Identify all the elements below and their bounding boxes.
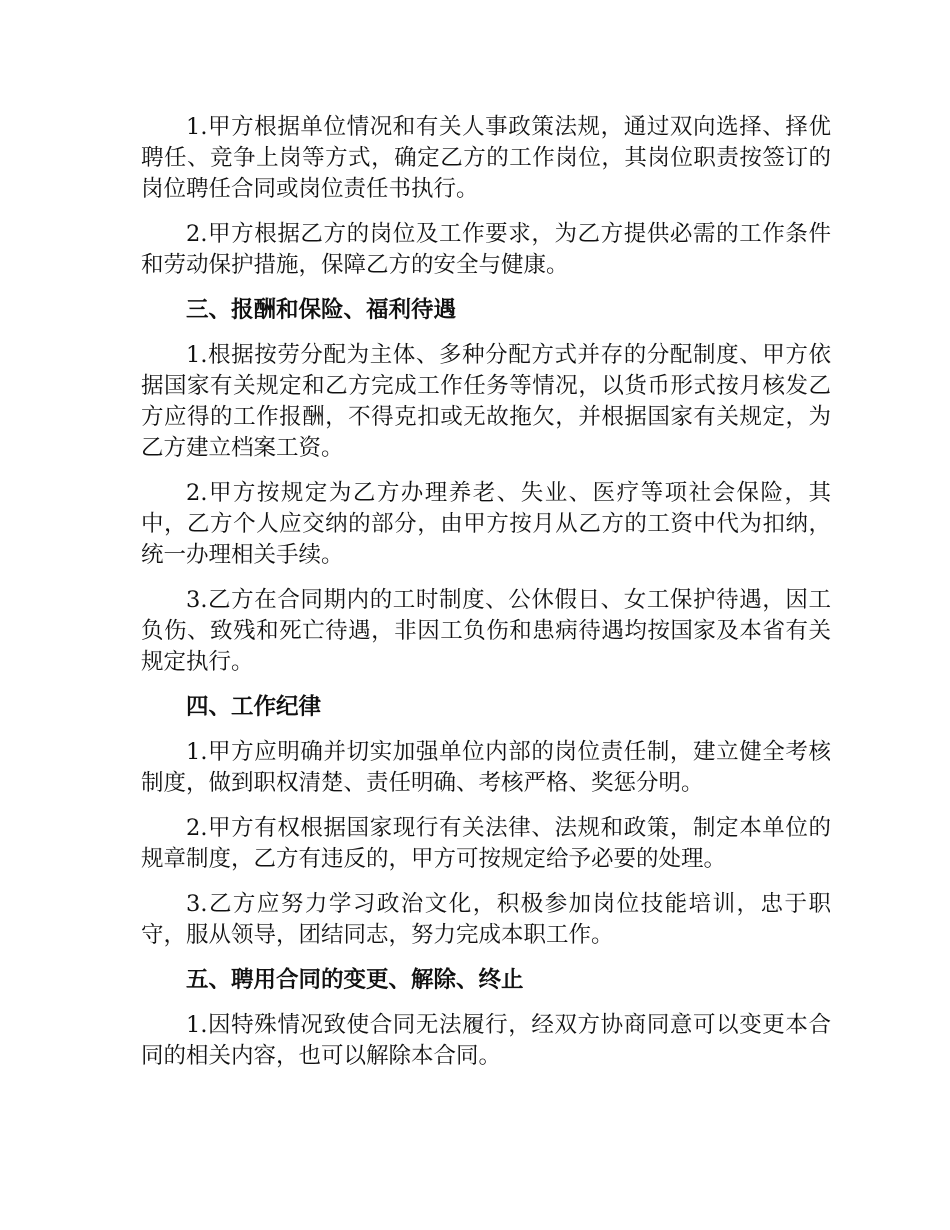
paragraph-1-1: 1.甲方根据单位情况和有关人事政策法规，通过双向选择、择优聘任、竞争上岗等方式，确定乙方的工作岗位，其岗位职责按签订的岗位聘任合同或岗位责任书执行。 [141, 114, 831, 202]
paragraph-3-1: 1.根据按劳分配为主体、多种分配方式并存的分配制度、甲方依据国家有关规定和乙方完成工作任务等情况，以货币形式按月核发乙方应得的工作报酬，不得克扣或无故拖欠，并根据国家有关规定，为乙方建立档案工资。 [141, 342, 831, 461]
paragraph-5-1: 1.因特殊情况致使合同无法履行，经双方协商同意可以变更本合同的相关内容，也可以解除本合同。 [141, 1012, 831, 1069]
paragraph-4-1: 1.甲方应明确并切实加强单位内部的岗位责任制，建立健全考核制度，做到职权清楚、责任明确、考核严格、奖惩分明。 [141, 739, 831, 796]
section-heading-3: 三、报酬和保险、福利待遇 [186, 297, 457, 323]
paragraph-3-2: 2.甲方按规定为乙方办理养老、失业、医疗等项社会保险，其中，乙方个人应交纳的部分，由甲方按月从乙方的工资中代为扣纳，统一办理相关手续。 [141, 480, 831, 568]
section-heading-4: 四、工作纪律 [186, 694, 322, 720]
paragraph-3-3: 3.乙方在合同期内的工时制度、公休假日、女工保护待遇，因工负伤、致残和死亡待遇，非因工负伤和患病待遇均按国家及本省有关规定执行。 [141, 587, 831, 675]
paragraph-1-2: 2.甲方根据乙方的岗位及工作要求，为乙方提供必需的工作条件和劳动保护措施，保障乙方的安全与健康。 [141, 221, 831, 278]
paragraph-4-2: 2.甲方有权根据国家现行有关法律、法规和政策，制定本单位的规章制度，乙方有违反的，甲方可按规定给予必要的处理。 [141, 815, 831, 872]
document-page [141, 112, 831, 1086]
section-heading-5: 五、聘用合同的变更、解除、终止 [186, 967, 524, 993]
paragraph-4-3: 3.乙方应努力学习政治文化，积极参加岗位技能培训，忠于职守，服从领导，团结同志，努力完成本职工作。 [141, 891, 831, 948]
